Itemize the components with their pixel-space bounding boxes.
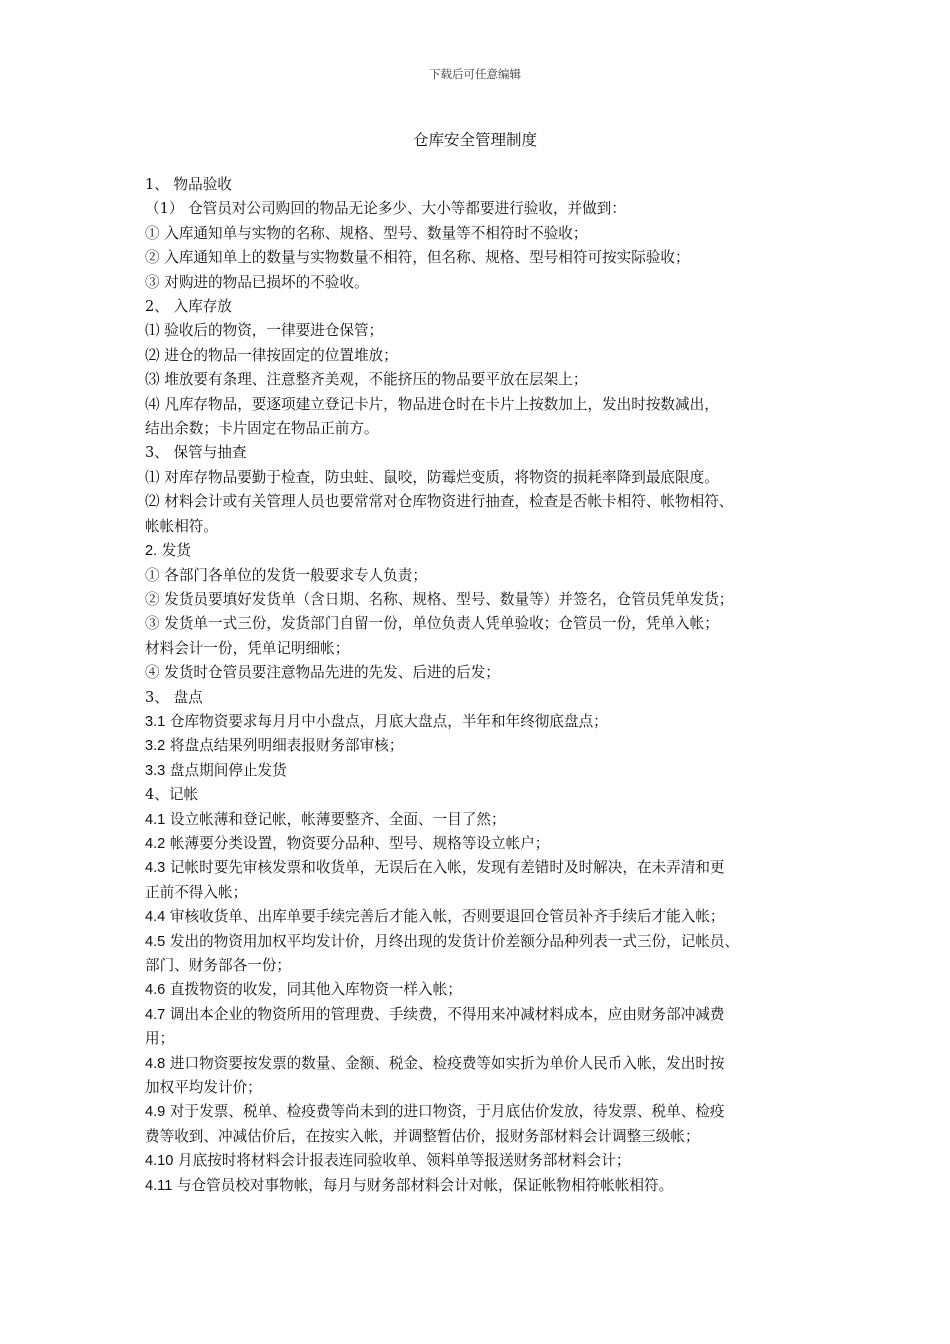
section-number: 4.2 — [145, 835, 166, 852]
paragraph-line — [145, 1076, 825, 1100]
line-text: ⑴ 对库存物品要勤于检查，防虫蛀、鼠咬，防霉烂变质，将物资的损耗率降到最底限度。 — [145, 468, 719, 486]
line-text: 盘点期间停止发货 — [165, 761, 287, 779]
paragraph-line — [145, 344, 825, 368]
section-number: 4.4 — [145, 909, 166, 926]
paragraph-line — [145, 466, 825, 490]
line-text: 正前不得入帐； — [145, 883, 248, 901]
line-text: 仓库物资要求每月月中小盘点，月底大盘点，半年和年终彻底盘点； — [165, 712, 608, 730]
line-text: 对于发票、税单、检疫费等尚未到的进口物资，于月底估价发放，待发票、税单、检疫 — [165, 1103, 725, 1121]
line-text: 设立帐薄和登记帐，帐薄要整齐、全面、一目了然； — [165, 810, 506, 828]
line-text: 与仓管员校对事物帐，每月与财务部材料会计对帐，保证帐物相符帐帐相符。 — [172, 1176, 674, 1194]
line-text: ⑶ 堆放要有条理、注意整齐美观，不能挤压的物品要平放在层架上； — [145, 371, 588, 389]
section-number: 3.3 — [145, 762, 166, 779]
line-text: 1、 物品验收 — [145, 176, 232, 193]
paragraph-line — [145, 271, 825, 295]
line-text: ④ 发货时仓管员要注意物品先进的先发、后进的后发； — [145, 664, 500, 682]
line-text: 3、 盘点 — [145, 688, 203, 706]
line-text: 审核收货单、出库单要手续完善后才能入帐，否则要退回仓管员补齐手续后才能入帐； — [165, 908, 725, 926]
paragraph-line — [145, 295, 825, 319]
line-text: 费等收到、冲减估价后，在按实入帐，并调整暂估价，报财务部材料会计调整三级帐； — [145, 1127, 700, 1145]
line-text: 将盘点结果列明细表报财务部审核； — [165, 737, 404, 755]
line-text: 月底按时将材料会计报表连同验收单、领料单等报送财务部材料会计； — [173, 1152, 631, 1170]
paragraph-line — [145, 246, 825, 270]
line-text: ⑴ 验收后的物资，一律要进仓保管； — [145, 322, 384, 340]
paragraph-line — [145, 808, 825, 832]
page-header: 下载后可任意编辑 — [429, 67, 521, 81]
line-text: 部门、财务部各一份； — [145, 957, 291, 974]
section-number: 4.3 — [145, 860, 166, 877]
paragraph-line — [145, 368, 825, 392]
section-number: 4.7 — [145, 1006, 166, 1023]
paragraph-line — [145, 661, 825, 685]
line-text: 发出的物资用加权平均发计价，月终出现的发货计价差额分品种列表一式三份，记帐员、 — [165, 932, 740, 950]
paragraph-line — [145, 490, 825, 514]
document-title: 仓库安全管理制度 — [412, 131, 537, 149]
section-number: 4.10 — [145, 1153, 174, 1170]
line-text: 3、 保管与抽查 — [145, 444, 247, 462]
line-text: （1） 仓管员对公司购回的物品无论多少、大小等都要进行验收，并做到： — [145, 200, 626, 218]
line-text: ② 发货员要填好发货单（含日期、名称、规格、型号、数量等）并签名，仓管员凭单发货； — [145, 590, 734, 608]
paragraph-line — [145, 686, 825, 710]
section-number: 4.8 — [145, 1055, 166, 1072]
line-text: 记帐时要先审核发票和收货单，无误后在入帐，发现有差错时及时解决，在未弄清和更 — [165, 859, 725, 877]
line-text: 4、记帐 — [145, 786, 199, 804]
paragraph-line — [145, 588, 825, 612]
paragraph-line — [145, 539, 825, 563]
paragraph-line — [145, 710, 825, 734]
paragraph-line — [145, 441, 825, 465]
paragraph-line — [145, 417, 825, 441]
line-text: 调出本企业的物资所用的管理费、手续费，不得用来冲减材料成本，应由财务部冲减费 — [165, 1005, 725, 1023]
line-text: 帐薄要分类设置，物资要分品种、型号、规格等设立帐户； — [165, 834, 550, 852]
paragraph-line — [145, 222, 825, 246]
line-text: 直拨物资的收发，同其他入库物资一样入帐； — [165, 981, 462, 999]
line-text: 进口物资要按发票的数量、金额、税金、检疫费等如实折为单价人民币入帐，发出时按 — [165, 1054, 725, 1072]
line-text: 用； — [145, 1030, 175, 1048]
line-text: 2、 入库存放 — [145, 298, 232, 316]
document-body — [145, 173, 825, 1198]
paragraph-line — [145, 954, 825, 978]
line-text: ⑵ 进仓的物品一律按固定的位置堆放； — [145, 346, 398, 364]
paragraph-line — [145, 881, 825, 905]
section-number: 4.9 — [145, 1104, 166, 1121]
paragraph-line — [145, 1174, 825, 1198]
section-number: 4.6 — [145, 982, 166, 999]
line-text: 结出余数；卡片固定在物品正前方。 — [145, 420, 379, 438]
line-text: ① 各部门各单位的发货一般要求专人负责； — [145, 566, 427, 584]
paragraph-line — [145, 515, 825, 539]
paragraph-line — [145, 1100, 825, 1124]
paragraph-line — [145, 612, 825, 636]
paragraph-line — [145, 1149, 825, 1173]
section-number: 3.1 — [145, 713, 166, 730]
paragraph-line — [145, 856, 825, 880]
paragraph-line — [145, 734, 825, 758]
line-text: 加权平均发计价； — [145, 1079, 262, 1097]
paragraph-line — [145, 1003, 825, 1027]
paragraph-line — [145, 930, 825, 954]
section-number: 4.11 — [145, 1177, 173, 1194]
line-text: ⑷ 凡库存物品，要逐项建立登记卡片，物品进仓时在卡片上按数加上，发出时按数减出， — [145, 395, 719, 413]
line-text: ③ 对购进的物品已损坏的不验收。 — [145, 273, 369, 291]
section-number: 4.1 — [145, 811, 166, 828]
line-text: ③ 发货单一式三份，发货部门自留一份，单位负责人凭单验收；仓管员一份，凭单入帐； — [145, 615, 719, 633]
line-text: 帐帐相符。 — [145, 517, 218, 535]
section-number: 2. — [145, 543, 158, 560]
paragraph-line — [145, 783, 825, 807]
paragraph-line — [145, 978, 825, 1002]
paragraph-line — [145, 393, 825, 417]
line-text: ⑵ 材料会计或有关管理人员也要常常对仓库物资进行抽查，检查是否帐卡相符、帐物相符、 — [145, 493, 734, 511]
section-number: 4.5 — [145, 933, 166, 950]
paragraph-line — [145, 197, 825, 221]
paragraph-line — [145, 1027, 825, 1051]
section-number: 3.2 — [145, 738, 166, 755]
line-text: 发货 — [157, 542, 191, 560]
paragraph-line — [145, 832, 825, 856]
paragraph-line — [145, 759, 825, 783]
line-text: 材料会计一份，凭单记明细帐； — [145, 639, 350, 657]
line-text: ② 入库通知单上的数量与实物数量不相符，但名称、规格、型号相符可按实际验收； — [145, 249, 690, 267]
paragraph-line — [145, 637, 825, 661]
paragraph-line — [145, 1125, 825, 1149]
paragraph-line — [145, 319, 825, 343]
paragraph-line — [145, 564, 825, 588]
paragraph-line — [145, 1052, 825, 1076]
line-text: ① 入库通知单与实物的名称、规格、型号、数量等不相符时不验收； — [145, 224, 588, 242]
paragraph-line — [145, 173, 825, 197]
paragraph-line — [145, 905, 825, 929]
